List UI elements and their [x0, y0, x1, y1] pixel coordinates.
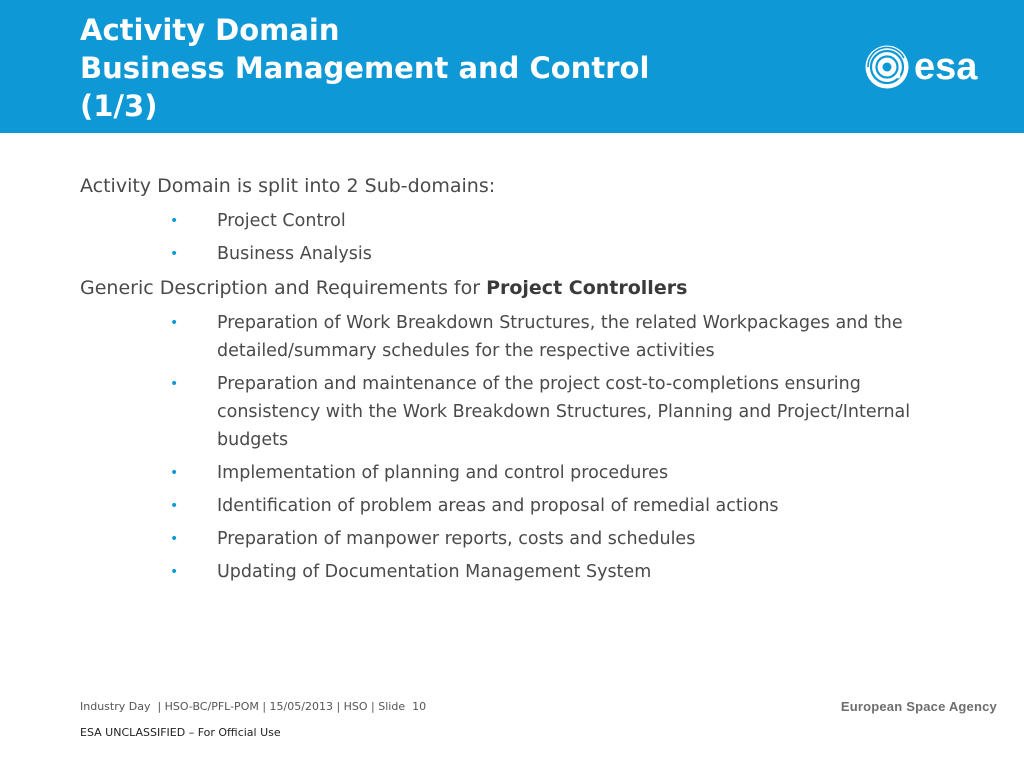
list-item-text: Identification of problem areas and proposal of remedial actions: [217, 496, 779, 516]
list-item-text: Preparation and maintenance of the project cost-to-completions ensuring consistency with the Work Breakdown Structures, Planning and Project/Internal budgets: [217, 374, 911, 450]
generic-heading-bold: Project Controllers: [486, 277, 688, 299]
slide-title: [80, 11, 800, 125]
list-item: [80, 525, 960, 553]
slide-body: [80, 172, 960, 592]
header-bar: [0, 0, 1024, 133]
generic-heading-text: Generic Description and Requirements for: [80, 277, 487, 299]
list-item: [80, 207, 960, 235]
list-item: [80, 558, 960, 586]
list-item-text: Updating of Documentation Management System: [217, 562, 652, 582]
intro-text: Activity Domain is split into 2 Sub-domains:: [80, 175, 496, 197]
title-line-2: Business Management and Control: [80, 51, 650, 85]
footer-info: Industry Day | HSO-BC/PFL-POM | 15/05/2013 | HSO | Slide 10: [80, 700, 427, 713]
title-line-3: (1/3): [80, 89, 158, 123]
bullet-icon: •: [170, 213, 179, 229]
list-item-text: Implementation of planning and control procedures: [217, 463, 669, 483]
subdomain-list: [80, 207, 960, 268]
list-item-text: Preparation of Work Breakdown Structures, the related Workpackages and the detailed/summary schedules for the respective activities: [217, 313, 903, 361]
list-item: [80, 370, 960, 454]
list-item-text: Preparation of manpower reports, costs and schedules: [217, 529, 696, 549]
bullet-icon: •: [170, 315, 179, 331]
list-item: [80, 492, 960, 520]
logo-wordmark: esa: [914, 46, 978, 88]
esa-logo: [864, 41, 1004, 95]
list-item: [80, 309, 960, 365]
list-item: [80, 240, 960, 268]
requirements-list: [80, 309, 960, 586]
bullet-icon: •: [170, 498, 179, 514]
classification-label: ESA UNCLASSIFIED – For Official Use: [80, 726, 281, 739]
bullet-icon: •: [170, 531, 179, 547]
list-item: [80, 459, 960, 487]
bullet-icon: •: [170, 246, 179, 262]
bullet-icon: •: [170, 564, 179, 580]
list-item-text: Business Analysis: [217, 244, 372, 264]
agency-name: European Space Agency: [840, 699, 997, 714]
bullet-icon: •: [170, 465, 179, 481]
bullet-icon: •: [170, 376, 179, 392]
title-line-1: Activity Domain: [80, 13, 340, 47]
list-item-text: Project Control: [217, 211, 346, 231]
generic-heading: [80, 274, 960, 302]
